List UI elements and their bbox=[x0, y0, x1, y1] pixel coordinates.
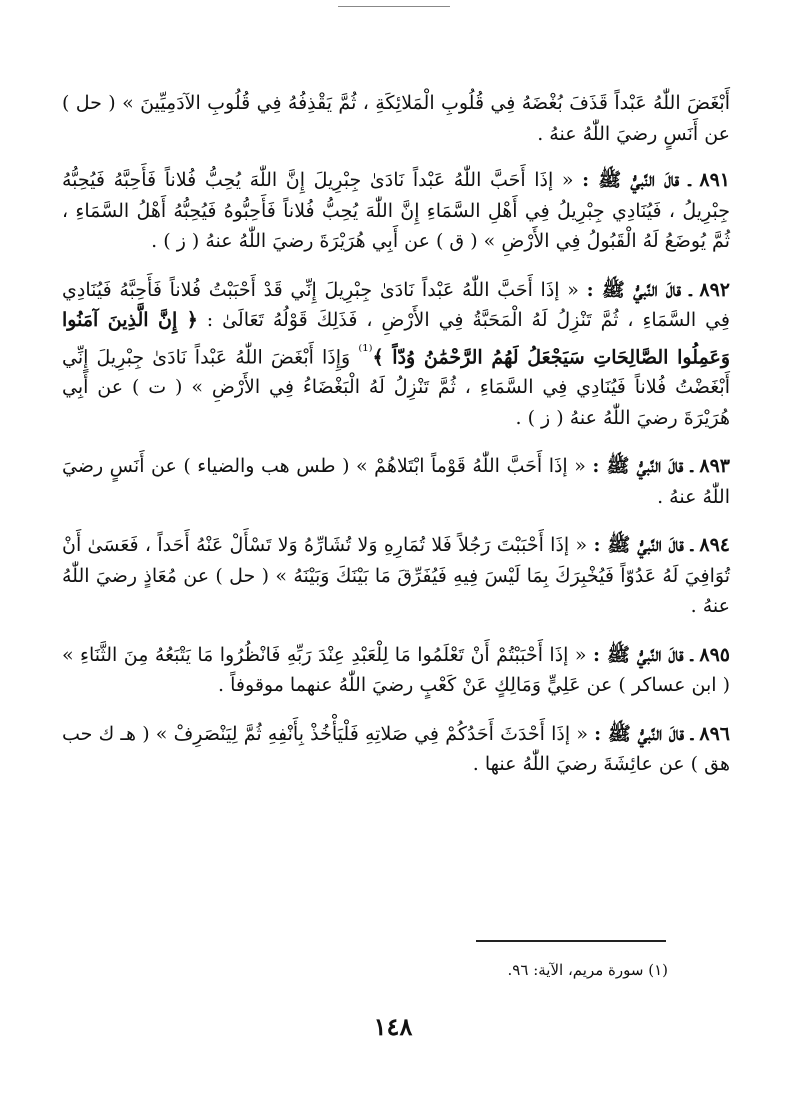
hadith-said-label: قالَ النَّبيُّ ﷺ : bbox=[592, 643, 684, 666]
hadith-896 bbox=[62, 719, 730, 780]
number-dash: ـ bbox=[681, 278, 692, 301]
hadith-said-label: قالَ النَّبيُّ ﷺ : bbox=[586, 278, 682, 301]
hadith-894 bbox=[62, 530, 730, 622]
hadith-891 bbox=[62, 165, 730, 257]
hadith-text: « إذَا أَحْبَبْتَ رَجُلاً فَلا تُمَارِهِ وَلا تُشَارِّهُ وَلا تَسْأَلْ عَنْهُ أَحَداً ، فَعَسَىٰ أَنْ تُوَافِيَ لَهُ عَدُوّاً فَيُخْبِرَكَ بِمَا لَيْسَ فِيهِ فَيُفَرِّقَ مَا بَيْنَكَ وَبَيْنَهُ » ( حل ) عن مُعَاذٍ رضيَ اللّٰهُ عنهُ . bbox=[62, 534, 730, 618]
hadith-said-label: قالَ النَّبيُّ ﷺ : bbox=[594, 722, 685, 745]
hadith-text: « إذَا أَحْدَثَ أَحَدُكُمْ فِي صَلاتِهِ فَلْيَأْخُذْ بِأَنْفِهِ ثُمَّ لِيَنْصَرِفْ » ( هـ ك حب هق ) عن عائِشَةَ رضيَ اللّٰهُ عنها . bbox=[62, 722, 730, 776]
hadith-892 bbox=[62, 275, 730, 434]
number-dash: ـ bbox=[683, 455, 693, 478]
hadith-text-body bbox=[62, 88, 730, 798]
number-dash: ـ bbox=[684, 722, 694, 745]
hadith-893 bbox=[62, 451, 730, 512]
top-divider bbox=[338, 6, 450, 7]
hadith-number: ٨٩١ bbox=[699, 169, 731, 191]
number-dash: ـ bbox=[683, 534, 694, 557]
intro-paragraph bbox=[62, 88, 730, 149]
hadith-text-after-quran: وَإِذَا أَبْغَضَ اللّٰهُ عَبْداً نَادَىٰ جِبْرِيلَ إِنِّي أَبْغَضْتُ فُلاناً فَيُنَادِي فِي السَّمَاءِ ، ثُمَّ تَنْزِلُ لَهُ الْبَغْضَاءُ فِي الأَرْضِ » ( ت ) عن أَبِي هُرَيْرَةَ رضيَ اللّٰهُ عنهُ ( ز ) . bbox=[62, 345, 730, 429]
hadith-text-before-quran: « إذَا أَحَبَّ اللّٰهُ عَبْداً نَادَىٰ جِبْرِيلَ إِنِّي قَدْ أَحْبَبْتُ فُلاناً فَأَحِبَّهُ فَيُنَادِي فِي السَّمَاءِ ، ثُمَّ تَنْزِلُ لَهُ الْمَحَبَّةُ فِي الأَرْضِ ، فَذَلِكَ قَوْلُهُ تَعَالَىٰ : bbox=[62, 278, 730, 331]
hadith-said-label: قالَ النَّبيُّ ﷺ : bbox=[593, 534, 684, 557]
footnote-reference: ⁽¹⁾ bbox=[358, 340, 373, 360]
hadith-number: ٨٩٦ bbox=[699, 722, 730, 745]
hadith-text: « إذَا أَحَبَّ اللّٰهُ عَبْداً نَادَىٰ جِبْرِيلَ إِنَّ اللّٰهَ يُحِبُّ فُلاناً فَأَحِبَّهُ فَيُحِبُّهُ جِبْرِيلُ ، فَيُنَادِي جِبْرِيلُ فِي أَهْلِ السَّمَاءِ إِنَّ اللّٰهَ يُحِبُّ فُلاناً فَأَحِبُّوهُ فَيُحِبُّهُ أَهْلُ السَّمَاءِ ، ثُمَّ يُوضَعُ لَهُ الْقَبُولُ فِي الأَرْضِ » ( ق ) عن أَبِي هُرَيْرَةَ رضيَ اللّٰهُ عنهُ ( ز ) . bbox=[62, 169, 730, 252]
hadith-text: « إذَا أَحَبَّ اللّٰهُ قَوْماً ابْتَلاهُمْ » ( طس هب والضياء ) عن أَنَسٍ رضيَ اللّٰهُ عنهُ . bbox=[62, 455, 730, 508]
hadith-895 bbox=[62, 640, 730, 701]
footnote-divider bbox=[476, 940, 666, 942]
hadith-number: ٨٩٥ bbox=[699, 643, 730, 666]
hadith-said-label: قالَ النَّبيُّ ﷺ : bbox=[582, 169, 680, 191]
hadith-text: « إذَا أَحْبَبْتُمْ أَنْ تَعْلَمُوا مَا لِلْعَبْدِ عِنْدَ رَبِّهِ فَانْظُرُوا مَا يَتْبَعُهُ مِنَ الثَّنَاءِ » ( ابن عساكر ) عن عَلِيٍّ وَمَالِكٍ عَنْ كَعْبٍ رضيَ اللّٰهُ عنهما موقوفاً . bbox=[62, 643, 730, 697]
hadith-number: ٨٩٢ bbox=[699, 278, 730, 301]
footnote: (١) سورة مريم، الآية: ٩٦. bbox=[507, 961, 668, 979]
number-dash: ـ bbox=[679, 169, 691, 191]
page-number: ١٤٨ bbox=[373, 1012, 413, 1041]
quran-verse: ﴿ إِنَّ الَّذِينَ آمَنُوا وَعَمِلُوا الصَّالِحَاتِ سَيَجْعَلُ لَهُمُ الرَّحْمَٰنُ وُدّاً ﴾ bbox=[62, 309, 730, 368]
number-dash: ـ bbox=[683, 643, 693, 666]
hadith-number: ٨٩٣ bbox=[699, 455, 730, 478]
hadith-said-label: قالَ النَّبيُّ ﷺ : bbox=[592, 455, 684, 478]
intro-text: أَبْغَضَ اللّٰهُ عَبْداً قَذَفَ بُغْضَهُ فِي قُلُوبِ الْمَلائِكَةِ ، ثُمَّ يَقْذِفُهُ فِي قُلُوبِ الآدَمِيِّينَ » ( حل ) عن أَنَسٍ رضيَ اللّٰهُ عنهُ . bbox=[62, 92, 730, 145]
hadith-number: ٨٩٤ bbox=[699, 534, 730, 557]
